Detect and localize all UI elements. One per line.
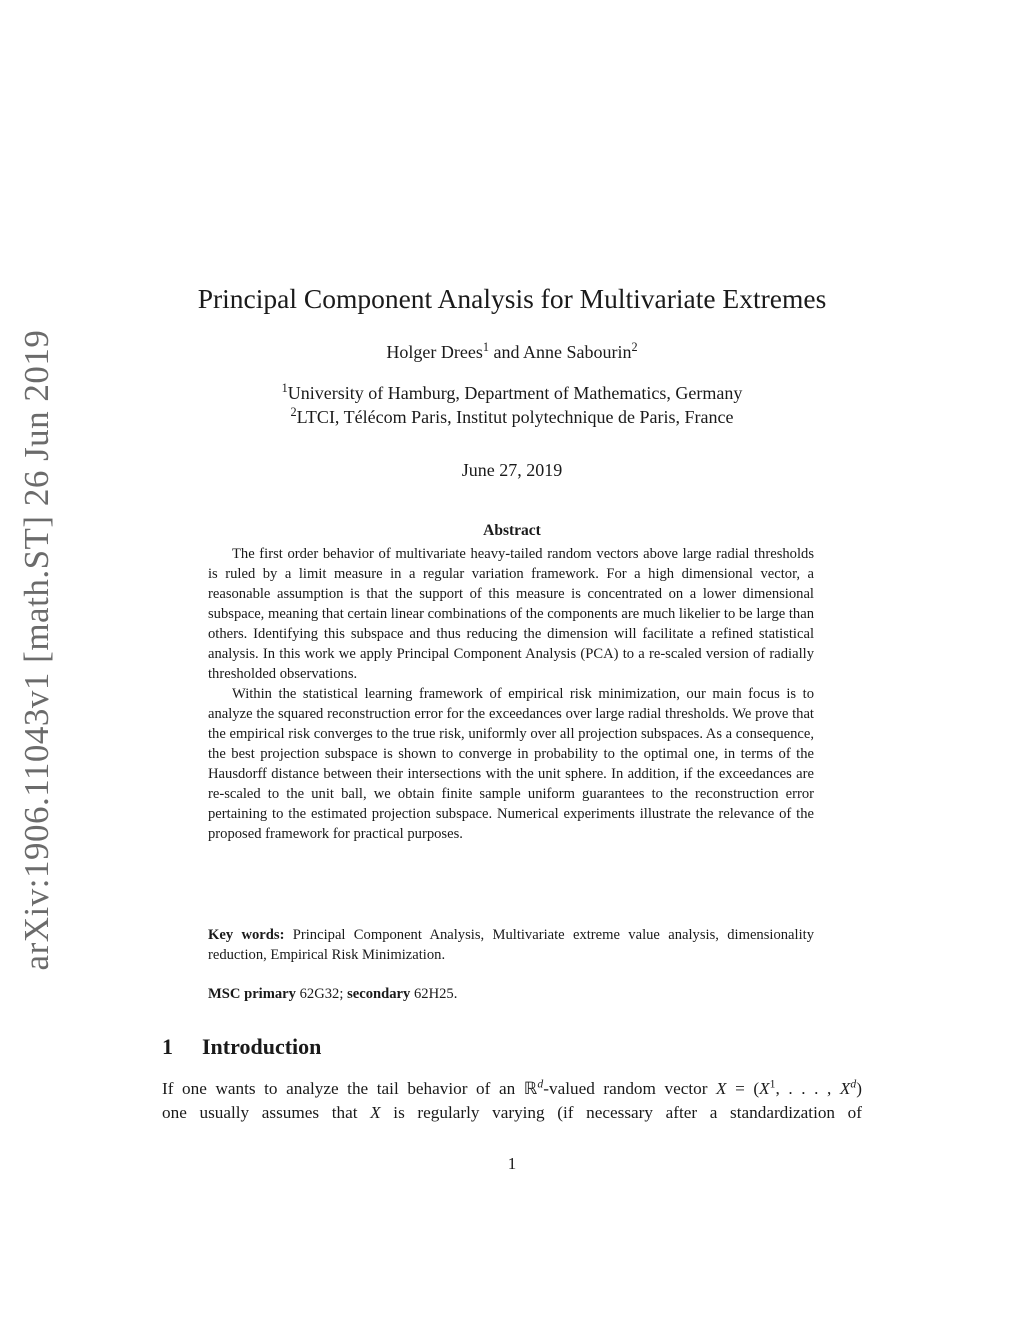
abstract-paragraph-2: Within the statistical learning framework of empirical risk minimization, our main focus is to analyze the squared reconstruction error for the exceedances over large radial thresholds. We prove that the empirical risk converges to the true risk, uniformly over all projection subspaces. As a consequence, the best projection subspace is shown to converge in probability to the optimal one, in terms of the Hausdorff distance between their intersections with the unit sphere. In addition, if the exceedances are re-scaled to the unit ball, we obtain finite sample uniform guarantees to the reconstruction error pertaining to the estimated projection subspace. Numerical experiments illustrate the relevance of the proposed framework for practical purposes.: [208, 686, 815, 842]
msc-primary-label: MSC primary: [208, 986, 296, 1002]
intro-line-2: [162, 1101, 862, 1125]
affiliation-1: [0, 383, 1024, 404]
affiliation-1-sup: 1: [281, 381, 288, 395]
keywords-label: Key words:: [208, 927, 285, 943]
author-2: Anne Sabourin: [522, 342, 632, 362]
arxiv-stamp: [12, 329, 62, 971]
section-title: Introduction: [202, 1034, 322, 1059]
intro-text: = (: [726, 1079, 760, 1098]
msc-secondary-label: secondary: [347, 986, 411, 1002]
msc-classification: [208, 986, 457, 1003]
var-X: X: [716, 1079, 727, 1098]
abstract-paragraph-1: The first order behavior of multivariate heavy-tailed random vectors above large radial thresholds is ruled by a limit measure in a regular variation framework. For a high dimensional vector, a reasonable assumption is that the support of this measure is concentrated on a lower dimensional subspace, meaning that certain linear combinations of the components are much likelier to be large than others. Identifying this subspace and thus reducing the dimension will facilitate a refined statistical analysis. In this work we apply Principal Component Analysis (PCA) to a re-scaled version of radially thresholded observations.: [208, 546, 814, 682]
intro-text: is regularly varying (if necessary after a standardization of: [380, 1103, 863, 1122]
msc-secondary-value: 62H25.: [413, 986, 458, 1002]
author-line: [0, 342, 1024, 363]
section-number: 1: [162, 1034, 173, 1059]
intro-text: one usually assumes that: [162, 1103, 371, 1122]
paper-title: Principal Component Analysis for Multivariate Extremes: [197, 283, 827, 314]
var-X: X: [370, 1103, 381, 1122]
abstract-body: [208, 544, 814, 844]
intro-paragraph: [162, 1077, 862, 1125]
dimension-d: d: [537, 1077, 544, 1091]
author-1-sup: 1: [482, 340, 489, 354]
reals-symbol: ℝ: [523, 1079, 538, 1098]
keywords: [208, 925, 814, 965]
msc-primary-value: 62G32;: [299, 986, 344, 1002]
affiliation-2: [0, 407, 1024, 428]
superscript-1: 1: [769, 1077, 776, 1091]
ellipsis: , . . . ,: [775, 1079, 840, 1098]
paper-date: June 27, 2019: [461, 460, 563, 480]
author-1: Holger Drees: [386, 342, 483, 362]
keywords-text: Principal Component Analysis, Multivariate extreme value analysis, dimensionality reduction, Empirical Risk Minimization.: [208, 927, 814, 963]
intro-line-1: [162, 1077, 862, 1101]
var-X: X: [839, 1079, 851, 1098]
intro-text: -valued random vector: [543, 1079, 717, 1098]
abstract-heading: Abstract: [483, 522, 541, 539]
superscript-d: d: [850, 1077, 857, 1091]
arxiv-stamp-text: arXiv:1906.11043v1 [math.ST] 26 Jun 2019: [17, 329, 56, 971]
affiliation-1-text: University of Hamburg, Department of Mathematics, Germany: [287, 383, 743, 403]
close-paren: ): [856, 1079, 862, 1098]
page-number: 1: [507, 1154, 517, 1173]
affiliation-2-sup: 2: [290, 405, 297, 419]
author-2-sup: 2: [631, 340, 638, 354]
author-connector: and: [488, 342, 523, 362]
section-heading: [162, 1034, 321, 1060]
intro-text: If one wants to analyze the tail behavior of an: [162, 1079, 524, 1098]
affiliation-2-text: LTCI, Télécom Paris, Institut polytechnique de Paris, France: [296, 407, 734, 427]
var-X: X: [759, 1079, 770, 1098]
